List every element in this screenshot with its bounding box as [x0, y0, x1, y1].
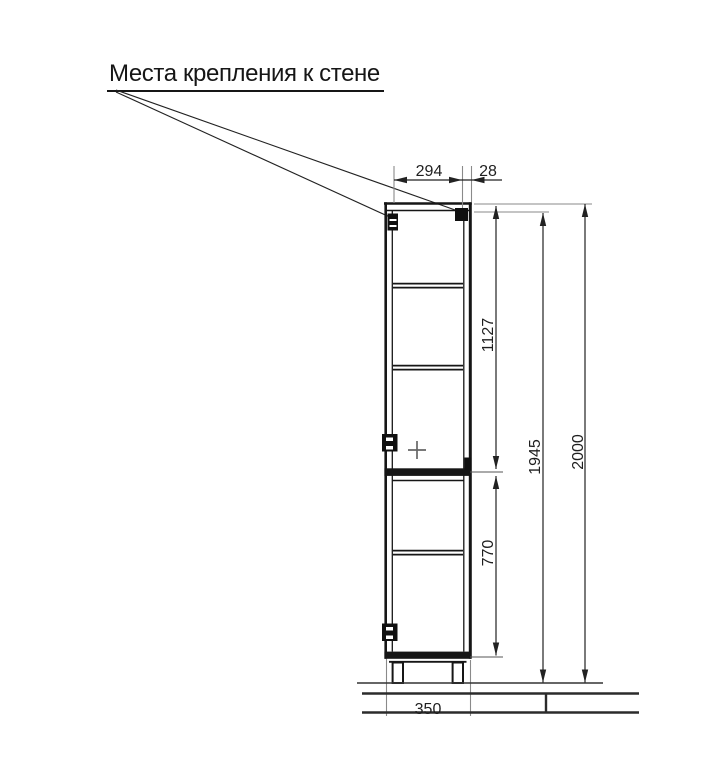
arrow-770-top	[493, 476, 499, 489]
arrow-770-bottom	[493, 643, 499, 656]
middle-divider	[384, 468, 471, 476]
arrow-1945-bottom	[540, 670, 546, 683]
arrow-1127-bottom	[493, 456, 499, 469]
shelf-lower-1	[393, 551, 463, 555]
hinges	[382, 434, 398, 641]
dimension-labels	[415, 163, 587, 718]
arrow-294-left	[394, 177, 407, 183]
shelf-upper-1	[393, 284, 463, 288]
dimension-lines	[394, 177, 588, 683]
leg-front	[393, 663, 403, 684]
bottom-panel	[384, 652, 471, 659]
bracket-slot	[390, 225, 397, 227]
leg-back	[453, 663, 463, 684]
leader-lines	[116, 90, 458, 219]
wall-bracket-top-right	[455, 208, 468, 221]
handle-cross-icon	[408, 441, 426, 459]
arrow-294-right	[449, 177, 462, 183]
dim-28-label: 28	[479, 163, 497, 180]
hinge-middle	[382, 434, 398, 452]
leader-line-right-bracket	[116, 90, 458, 211]
bracket-slot	[390, 219, 397, 221]
leader-line-left-bracket	[116, 92, 393, 219]
arrow-2000-top	[582, 204, 588, 217]
arrow-1945-top	[540, 213, 546, 226]
arrow-2000-bottom	[582, 670, 588, 683]
wall-brackets	[388, 208, 472, 470]
dim-1127-label: 1127	[480, 317, 497, 353]
wall-bracket-top-left	[388, 214, 399, 231]
hinge-bottom	[382, 624, 398, 642]
wall-bracket-middle-right	[465, 458, 472, 471]
dim-294-label: 294	[415, 163, 443, 180]
dim-2000-label: 2000	[570, 434, 587, 470]
dim-350-label: 350	[414, 701, 442, 718]
floor-section	[357, 683, 639, 713]
shelf-upper-2	[393, 366, 463, 370]
dim-770-label: 770	[480, 539, 497, 567]
dim-1945-label: 1945	[527, 439, 544, 475]
drawing-title: Места крепления к стене	[107, 60, 384, 92]
